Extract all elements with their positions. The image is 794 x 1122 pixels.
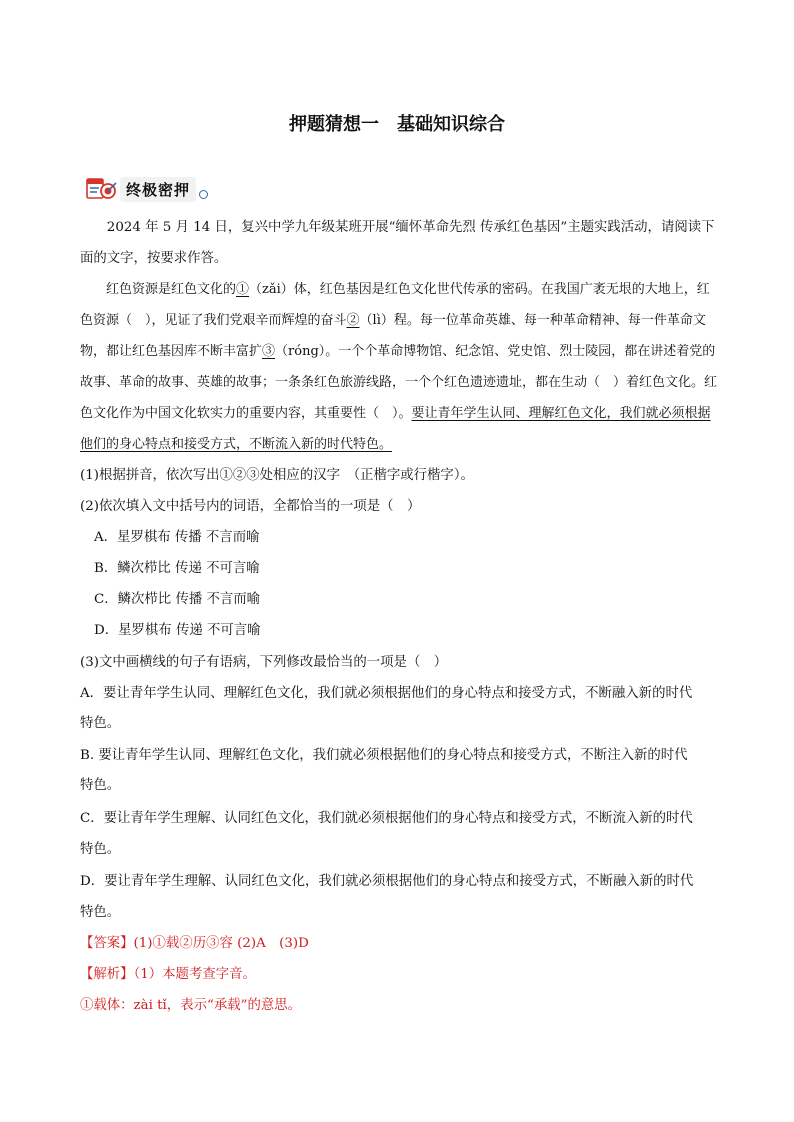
blank-marker-2: ② xyxy=(346,313,360,328)
reading-passage xyxy=(80,274,720,460)
q2-option-d: D．星罗棋布 传递 不可言喻 xyxy=(94,623,261,638)
calendar-target-icon xyxy=(86,176,118,202)
q3-option-c: C．要让青年学生理解、认同红色文化，我们就必须根据他们的身心特点和接受方式，不断流入新的时代 xyxy=(80,811,693,826)
analysis-line: 【解析】（1）本题考查字音。 xyxy=(80,967,256,982)
q3-option-d: D．要让青年学生理解、认同红色文化，我们就必须根据他们的身心特点和接受方式，不断融入新的时代 xyxy=(80,874,694,889)
passage-text-1: 红色资源是红色文化的 xyxy=(106,282,237,297)
q2-option-a: A．星罗棋布 传播 不言而喻 xyxy=(94,530,260,545)
q3-option-a: A．要让青年学生认同、理解红色文化，我们就必须根据他们的身心特点和接受方式，不断融入新的时代 xyxy=(80,686,693,701)
badge-label: 终极密押 xyxy=(120,177,196,202)
underlined-sentence: 要让青年学生认同、理解红色文化，我们就必须根据他们的身心特点和接受方式，不断流入新的时代特色。 xyxy=(80,406,711,452)
blank-marker-3: ③ xyxy=(262,344,276,359)
q2-option-c: C．鳞次栉比 传播 不言而喻 xyxy=(94,592,261,607)
question-2-stem: (2)依次填入文中括号内的词语，全都恰当的一项是（ ） xyxy=(80,499,421,514)
q3-option-c-cont: 特色。 xyxy=(80,842,121,857)
analysis-detail: ①载体：zài tǐ，表示“承载”的意思。 xyxy=(80,998,302,1013)
intro-paragraph: 2024 年 5 月 14 日，复兴中学九年级某班开展“缅怀革命先烈 传承红色基因”主题实践活动，请阅读下面的文字，按要求作答。 xyxy=(80,220,715,266)
q3-option-d-cont: 特色。 xyxy=(80,905,121,920)
blank-marker-1: ① xyxy=(236,282,250,297)
question-1: (1)根据拼音，依次写出①②③处相应的汉字 （正楷字或行楷字）。 xyxy=(80,468,474,483)
question-3-stem: (3)文中画横线的句子有语病，下列修改最恰当的一项是（ ） xyxy=(80,655,448,670)
badge-dot-icon xyxy=(199,190,208,199)
q3-option-a-cont: 特色。 xyxy=(80,716,121,731)
q3-option-b-cont: 特色。 xyxy=(80,778,121,793)
page-title: 押题猜想一 基础知识综合 xyxy=(289,114,505,135)
q3-option-b: B. 要让青年学生认同、理解红色文化，我们就必须根据他们的身心特点和接受方式，不断注入新的时代 xyxy=(80,748,688,763)
passage-text-3: （lì）程。每一位革命英雄、每一种革命精神、每一件革命文物，都让红色基因库不断丰富扩 xyxy=(80,313,706,359)
passage-text-4: （róng）。一个个革命博物馆、纪念馆、党史馆、烈士陵园，都在讲述着党的故事、革命的故事、英雄的故事；一条条红色旅游线路，一个个红色遗迹遗址，都在生动（ ）着红色文化。红色文化作为中国文化软实力的重要内容，其重要性（ ）。 xyxy=(80,344,718,421)
passage-text-2: （zǎi）体，红色基因是红色文化世代传承的密码。在我国广袤无垠的大地上，红色资源（ ），见证了我们党艰辛而辉煌的奋斗 xyxy=(80,282,710,328)
answer-line: 【答案】(1)①载②历③容 (2)A (3)D xyxy=(80,936,309,951)
q2-option-b: B．鳞次栉比 传递 不可言喻 xyxy=(94,561,260,576)
section-badge xyxy=(86,176,208,202)
